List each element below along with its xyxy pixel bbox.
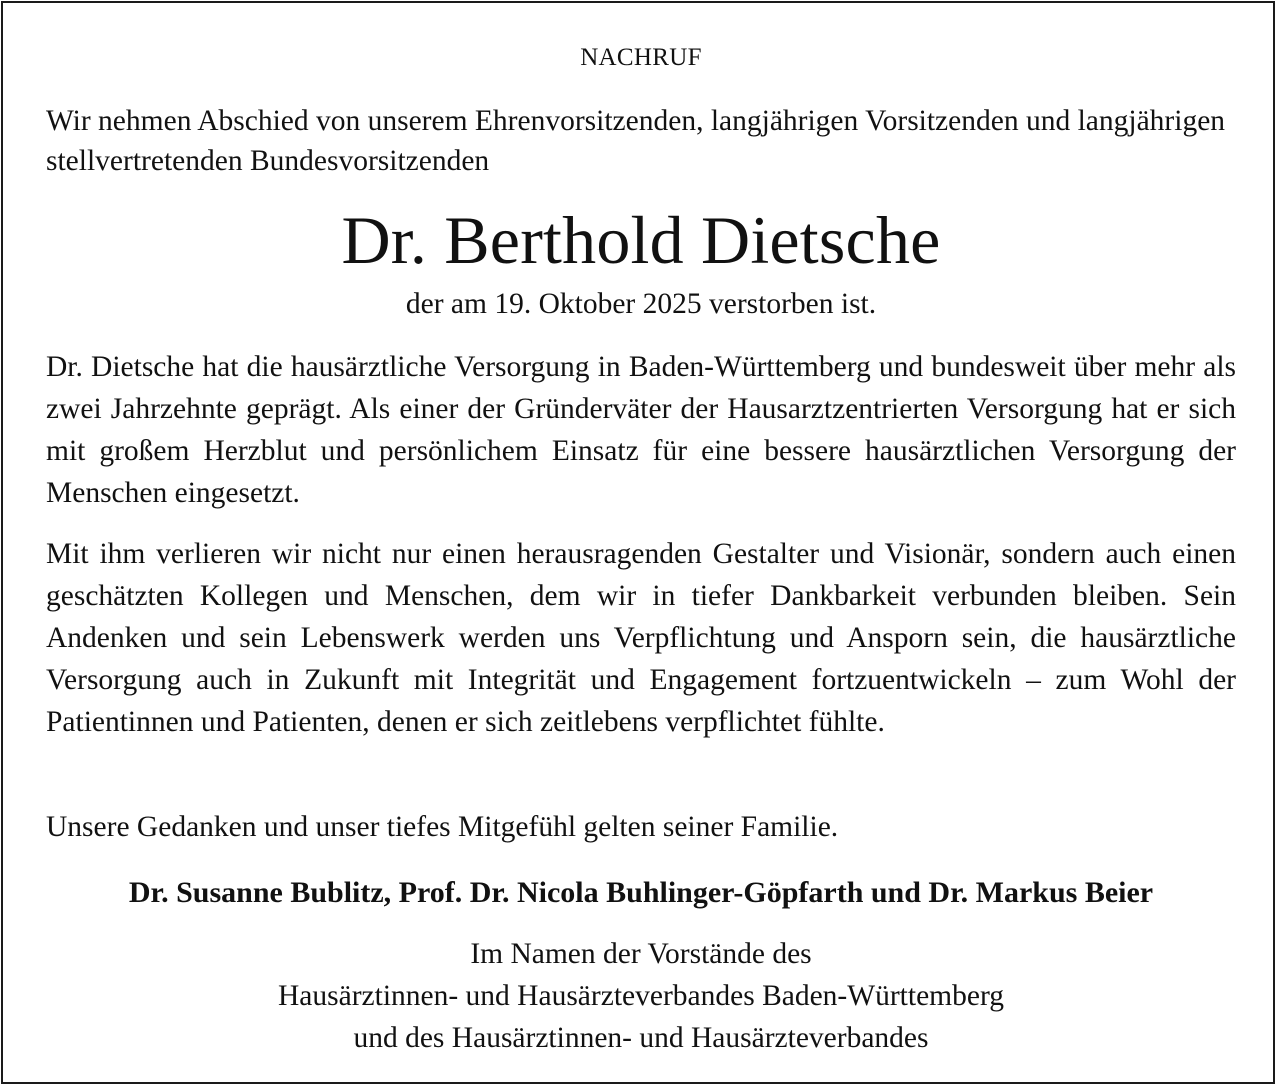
paragraph-legacy: Dr. Dietsche hat die hausärztliche Versorgung in Baden-Württemberg und bundesweit über mehr als zwei Jahrzehnte geprägt. Als einer der Gründerväter der Hausarztzentrierten Versorgung hat er sich mit großem Herzblut und persönlichem Einsatz für eine bessere hausärztlichen Versorgung der Menschen eingesetzt. <box>46 351 1236 509</box>
paragraph-condolence: Unsere Gedanken und unser tiefes Mitgefühl gelten seiner Familie. <box>46 811 839 843</box>
org-line: und des Hausärztinnen- und Hausärzteverbandes <box>353 1022 929 1054</box>
signatories: Dr. Susanne Bublitz, Prof. Dr. Nicola Buhlinger-Göpfarth und Dr. Markus Beier <box>128 876 1154 909</box>
org-line: Im Namen der Vorstände des <box>470 938 812 970</box>
intro-text: Wir nehmen Abschied von unserem Ehrenvorsitzenden, langjährigen Vorsitzenden und langjährigen stellvertretenden Bundesvorsitzenden <box>46 105 1226 177</box>
paragraph-tribute: Mit ihm verlieren wir nicht nur einen herausragenden Gestalter und Visionär, sondern auch einen geschätzten Kollegen und Menschen, dem wir in tiefer Dankbarkeit verbunden bleiben. Sein Andenken und sein Lebenswerk werden uns Verpflichtung und Ansporn sein, die hausärztliche Versorgung auch in Zukunft mit Integrität und Engagement fortzuentwickeln – zum Wohl der Patientinnen und Patienten, denen er sich zeitlebens verpflichtet fühlte. <box>46 538 1236 738</box>
notice-heading: NACHRUF <box>580 44 702 71</box>
date-of-death-line: der am 19. Oktober 2025 verstorben ist. <box>405 288 877 320</box>
deceased-name: Dr. Berthold Dietsche <box>341 202 941 278</box>
org-line: Hausärztinnen- und Hausärzteverbandes Baden-Württemberg <box>277 980 1004 1012</box>
organization-block <box>46 933 1236 1059</box>
